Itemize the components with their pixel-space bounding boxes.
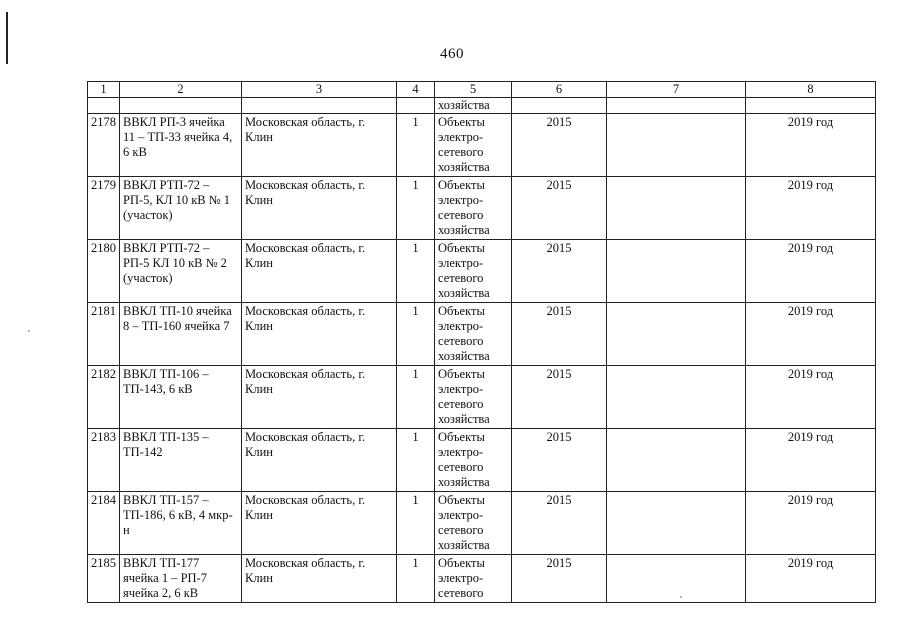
column-7-cell [607,240,746,303]
object-name: ВВКЛ ТП-106 – ТП-143, 6 кВ [120,366,242,429]
column-header: 4 [397,82,435,98]
object-location: Московская область, г. Клин [242,303,397,366]
row-number: 2182 [88,366,120,429]
table-cell [120,98,242,114]
column-7-cell [607,492,746,555]
page-number: 460 [440,46,464,62]
table-row [88,555,876,603]
column-7-cell [607,366,746,429]
table-cell [88,98,120,114]
column-header: 8 [746,82,876,98]
object-name: ВВКЛ РП-3 ячейка 11 – ТП-33 ячейка 4, 6 кВ [120,114,242,177]
year-planned: 2019 год [746,492,876,555]
object-name: ВВКЛ ТП-177 ячейка 1 – РП-7 ячейка 2, 6 кВ [120,555,242,603]
year-planned: 2019 год [746,555,876,603]
year-built: 2015 [512,240,607,303]
object-type: Объекты электро-сетевого хозяйства [435,177,512,240]
object-type: Объекты электро-сетевого хозяйства [435,114,512,177]
object-type: Объекты электро-сетевого [435,555,512,603]
object-location: Московская область, г. Клин [242,366,397,429]
column-header: 6 [512,82,607,98]
object-location: Московская область, г. Клин [242,555,397,603]
column-7-cell [607,429,746,492]
column-7-cell [607,114,746,177]
scan-speck [680,596,682,598]
year-built: 2015 [512,366,607,429]
year-built: 2015 [512,177,607,240]
object-quantity: 1 [397,177,435,240]
year-planned: 2019 год [746,303,876,366]
table-row [88,366,876,429]
year-built: 2015 [512,555,607,603]
table-row [88,303,876,366]
object-quantity: 1 [397,114,435,177]
row-number: 2184 [88,492,120,555]
object-location: Московская область, г. Клин [242,240,397,303]
year-planned: 2019 год [746,114,876,177]
object-name: ВВКЛ РТП-72 – РП-5 КЛ 10 кВ № 2 (участок) [120,240,242,303]
year-planned: 2019 год [746,366,876,429]
object-quantity: 1 [397,240,435,303]
object-location: Московская область, г. Клин [242,114,397,177]
table-cell [397,98,435,114]
column-header: 3 [242,82,397,98]
year-planned: 2019 год [746,240,876,303]
object-quantity: 1 [397,303,435,366]
column-header: 7 [607,82,746,98]
year-planned: 2019 год [746,429,876,492]
column-7-cell [607,555,746,603]
year-built: 2015 [512,114,607,177]
column-7-cell [607,177,746,240]
table-row [88,240,876,303]
column-7-cell [607,303,746,366]
table-cell: хозяйства [435,98,512,114]
year-built: 2015 [512,303,607,366]
row-number: 2180 [88,240,120,303]
object-type: Объекты электро-сетевого хозяйства [435,303,512,366]
object-quantity: 1 [397,429,435,492]
object-name: ВВКЛ ТП-10 ячейка 8 – ТП-160 ячейка 7 [120,303,242,366]
object-type: Объекты электро-сетевого хозяйства [435,492,512,555]
object-quantity: 1 [397,366,435,429]
year-built: 2015 [512,492,607,555]
table-cell [242,98,397,114]
table-cell [746,98,876,114]
table-header-row [88,82,876,98]
object-quantity: 1 [397,492,435,555]
table-cell [512,98,607,114]
row-number: 2181 [88,303,120,366]
object-location: Московская область, г. Клин [242,429,397,492]
object-type: Объекты электро-сетевого хозяйства [435,429,512,492]
table-row [88,429,876,492]
row-number: 2179 [88,177,120,240]
object-type: Объекты электро-сетевого хозяйства [435,366,512,429]
table-cell [607,98,746,114]
object-name: ВВКЛ РТП-72 – РП-5, КЛ 10 кВ № 1 (участок) [120,177,242,240]
object-quantity: 1 [397,555,435,603]
table-row [88,177,876,240]
year-planned: 2019 год [746,177,876,240]
table-row [88,114,876,177]
continuation-row [88,98,876,114]
column-header: 1 [88,82,120,98]
scan-speck [28,330,30,332]
object-name: ВВКЛ ТП-135 – ТП-142 [120,429,242,492]
table-row [88,492,876,555]
row-number: 2183 [88,429,120,492]
object-type: Объекты электро-сетевого хозяйства [435,240,512,303]
row-number: 2178 [88,114,120,177]
object-location: Московская область, г. Клин [242,492,397,555]
column-header: 2 [120,82,242,98]
object-location: Московская область, г. Клин [242,177,397,240]
object-name: ВВКЛ ТП-157 – ТП-186, 6 кВ, 4 мкр-н [120,492,242,555]
column-header: 5 [435,82,512,98]
year-built: 2015 [512,429,607,492]
registry-table [87,81,876,603]
row-number: 2185 [88,555,120,603]
